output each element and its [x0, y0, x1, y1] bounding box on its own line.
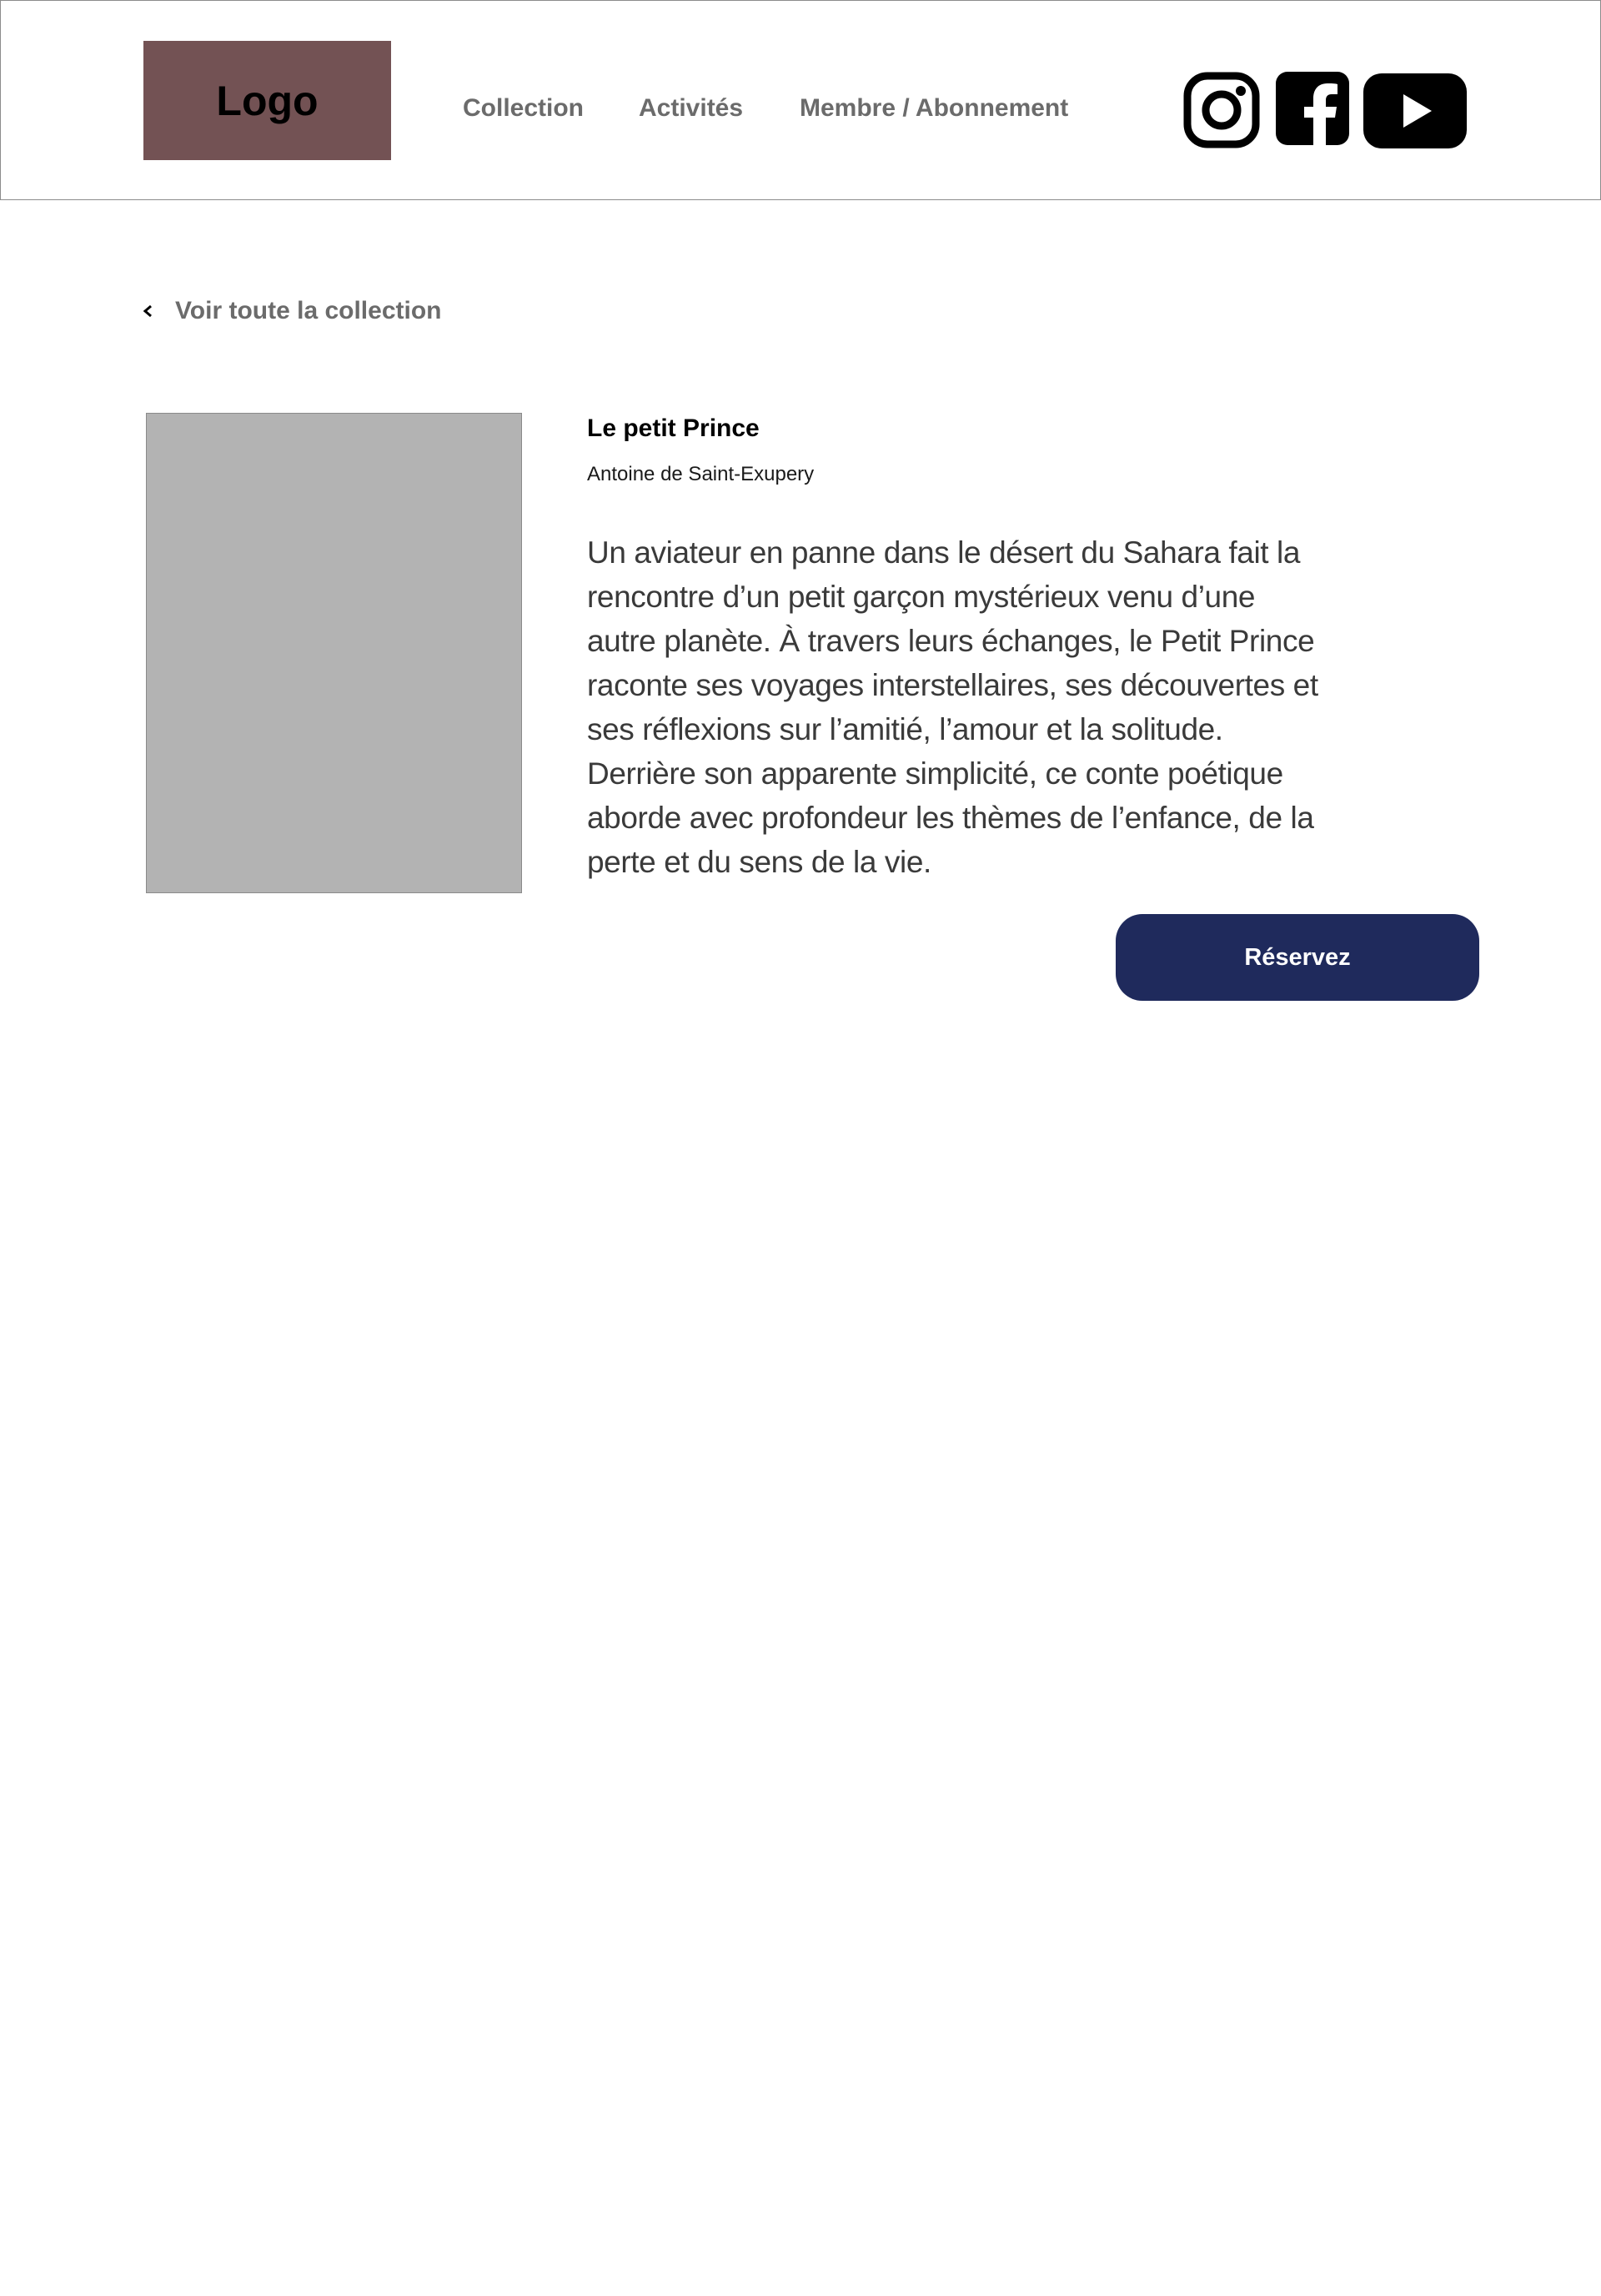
- back-to-collection-link[interactable]: [140, 297, 441, 325]
- book-cover-placeholder: [146, 413, 522, 893]
- chevron-left-icon: [140, 303, 157, 319]
- nav-link-membre-abonnement[interactable]: Membre / Abonnement: [800, 94, 1069, 122]
- site-header: [0, 0, 1601, 200]
- book-title: Le petit Prince: [587, 414, 760, 442]
- nav-link-collection[interactable]: Collection: [463, 94, 585, 122]
- nav-link-activites[interactable]: Activités: [639, 94, 744, 122]
- facebook-icon[interactable]: [1276, 72, 1349, 149]
- book-author: Antoine de Saint-Exupery: [587, 463, 815, 485]
- back-link-label: Voir toute la collection: [175, 297, 442, 324]
- logo-text: Logo: [216, 77, 319, 124]
- reserve-button[interactable]: Réservez: [1116, 914, 1479, 1001]
- instagram-icon[interactable]: [1183, 72, 1260, 153]
- youtube-icon[interactable]: [1363, 73, 1467, 153]
- book-description: Un aviateur en panne dans le désert du Sahara fait la rencontre d’un petit garçon mystérieux venu d’une autre planète. À travers leurs échanges, le Petit Prince raconte ses voyages interstellaires, ses découvertes et ses réflexions sur l’amitié, l’amour et la solitude. Derrière son apparente simplicité, ce conte poétique aborde avec profondeur les thèmes de l’enfance, de la perte et du sens de la vie.: [587, 535, 1318, 879]
- logo[interactable]: [143, 41, 391, 160]
